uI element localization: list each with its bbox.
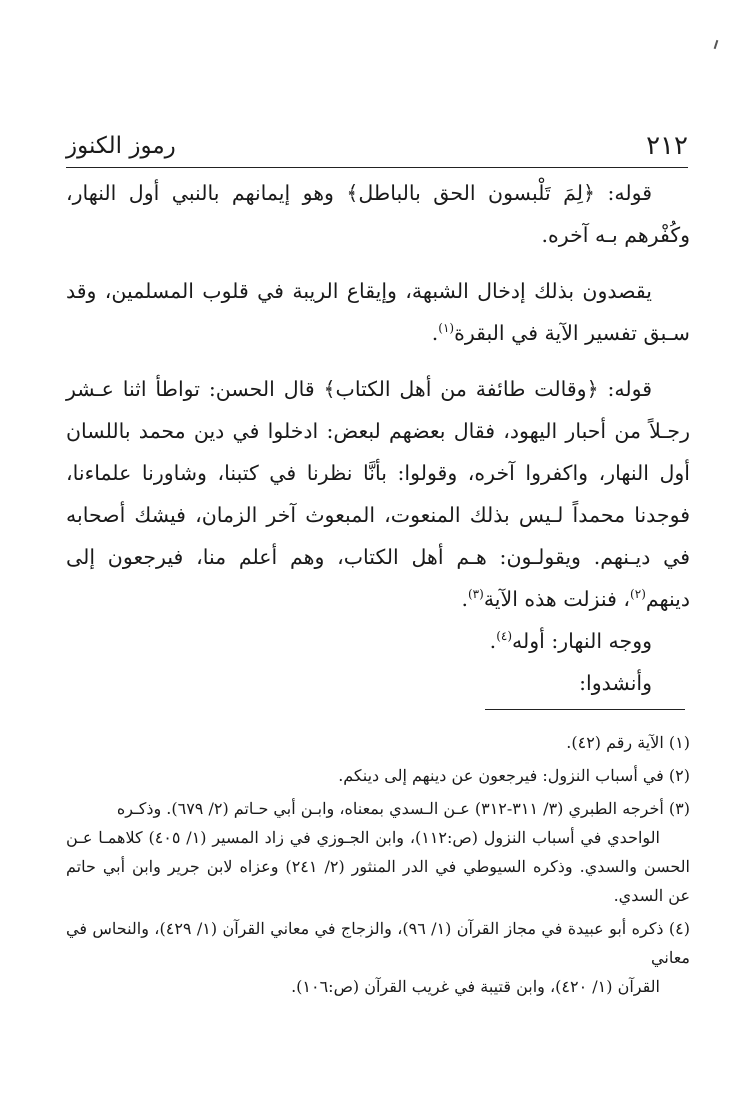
paragraph-5: وأنشدوا: xyxy=(579,671,652,695)
footnote-separator xyxy=(485,709,685,710)
page-number: ٢١٢ xyxy=(646,131,688,161)
paragraph-4 xyxy=(66,620,690,662)
paragraph-3 xyxy=(66,368,690,620)
paragraph-3-text: قوله: ﴿وقالت طائفة من أهل الكتاب﴾ قال الحسن: تواطأ اثنا عـشر رجـلاً من أحبار اليهود، فقال بعضهم لبعض: ادخلوا في دين محمد باللسان أول النهار، واكفروا آخره، وقولوا: بأنَّا نظرنا في كتبنا، وشاورنا علماءنا، فوجدنا محمداً لـيس بذلك المنعوت، المبعوث آخر الزمان، فيشك أصحابه في ديـنهم. ويقولـون: هـم أهل الكتاب، وهم أعلم منا، فيرجعون إلى دينهم xyxy=(66,377,690,611)
scan-mark xyxy=(714,40,719,49)
footnote-1: (١) الآية رقم (٤٢). xyxy=(566,733,690,752)
paragraph-2 xyxy=(66,270,690,354)
main-text xyxy=(66,172,690,704)
paragraph-4-text: ووجه النهار: أوله xyxy=(512,629,652,653)
footnote-3-line-1: (٣) أخرجه الطبري (٣/ ٣١١-٣١٢) عـن الـسدي بمعناه، وابـن أبي حـاتم (٢/ ٦٧٩). وذكـره xyxy=(116,799,690,818)
running-title: رموز الكنوز xyxy=(66,133,176,159)
footnote-ref-2: (٢) xyxy=(630,587,646,602)
paragraph-3-end: . xyxy=(461,587,468,611)
paragraph-1: قوله: ﴿لِمَ تَلْبسون الحق بالباطل﴾ وهو إيمانهم بالنبي أول النهار، وكُفْرهم بـه آخره. xyxy=(66,181,690,247)
paragraph-3-text-b: ، فنزلت هذه الآية xyxy=(483,587,631,611)
footnote-3-continuation: الواحدي في أسباب النزول (ص:١١٢)، وابن الجـوزي في زاد المسير (١/ ٤٠٥) كلاهمـا عـن الحسن والسدي. وذكره السيوطي في الدر المنثور (٢/ ٢٤١) وعزاه لابن جرير وابن أبي حاتم عن السدي. xyxy=(66,828,691,905)
footnote-ref-1: (١) xyxy=(438,321,455,336)
paragraph-2-text: يقصدون بذلك إدخال الشبهة، وإيقاع الريبة في قلوب المسلمين، وقد سـبق تفسير الآية في البقرة xyxy=(66,279,690,345)
footnote-ref-4: (٤) xyxy=(496,629,513,644)
paragraph-2-end: . xyxy=(431,321,439,345)
footnote-3 xyxy=(66,794,690,910)
footnote-4 xyxy=(66,914,690,1001)
footnotes xyxy=(66,728,690,1005)
page-header xyxy=(66,127,688,168)
footnote-4-line-1: (٤) ذكره أبو عبيدة في مجاز القرآن (١/ ٩٦)، والزجاج في معاني القرآن (١/ ٤٢٩)، والنحاس في معاني xyxy=(66,919,691,967)
paragraph-4-end: . xyxy=(489,629,497,653)
footnote-2: (٢) في أسباب النزول: فيرجعون عن دينهم إلى دينكم. xyxy=(338,766,690,785)
footnote-4-continuation: القرآن (١/ ٤٢٠)، وابن قتيبة في غريب القرآن (ص:١٠٦). xyxy=(291,977,660,996)
footnote-ref-3: (٣) xyxy=(467,587,484,602)
